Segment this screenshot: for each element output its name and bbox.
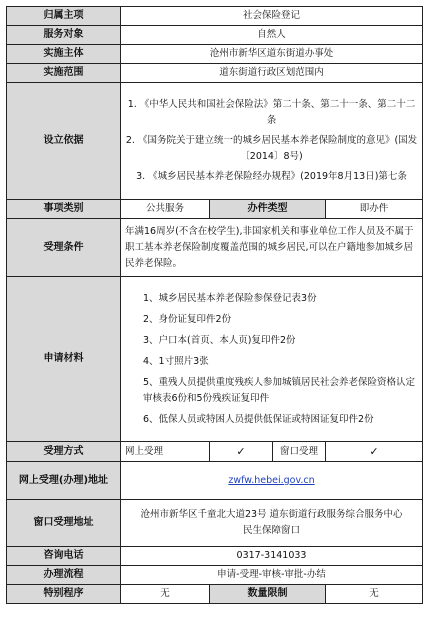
row-conditions (7, 219, 423, 277)
value-target: 自然人 (121, 26, 423, 45)
value-type: 公共服务 (121, 200, 210, 219)
row-scope (7, 64, 423, 83)
value-window-method: 窗口受理 (273, 442, 326, 462)
value-handle-type: 即办件 (326, 200, 423, 219)
row-target (7, 26, 423, 45)
basis-item-2: 2. 《国务院关于建立统一的城乡居民基本养老保险制度的意见》(国发〔2014〕8号) (125, 135, 418, 162)
service-info-table (6, 6, 423, 604)
basis-item-1: 1. 《中华人民共和国社会保险法》第二十条、第二十一条、第二十二条 (127, 99, 416, 126)
online-address-link[interactable]: zwfw.hebei.gov.cn (228, 474, 315, 486)
value-conditions: 年满16周岁(不含在校学生),非国家机关和事业单位工作人员及不属于职工基本养老保险制度覆盖范围的城乡居民,可以在户籍地参加城乡居民养老保险。 (121, 219, 423, 277)
row-online-address (7, 462, 423, 500)
label-window-address: 窗口受理地址 (7, 500, 121, 547)
window-check-icon: ✓ (326, 442, 423, 462)
row-flow (7, 566, 423, 585)
material-item-5: 5、重残人员提供重度残疾人参加城镇居民社会养老保险资格认定审核表6份和5份残疾证复印件 (143, 376, 416, 404)
label-method: 受理方式 (7, 442, 121, 462)
row-category (7, 7, 423, 26)
value-materials (121, 277, 423, 442)
value-quantity-limit: 无 (326, 585, 423, 604)
material-item-2: 2、身份证复印件2份 (143, 313, 232, 325)
value-online-address (121, 462, 423, 500)
value-window-address: 沧州市新华区千童北大道23号 道东街道行政服务综合服务中心民生保障窗口 (121, 500, 423, 547)
row-subject (7, 45, 423, 64)
row-basis (7, 83, 423, 200)
value-flow: 申请-受理-审核-审批-办结 (121, 566, 423, 585)
value-scope: 道东街道行政区划范围内 (121, 64, 423, 83)
label-materials: 申请材料 (7, 277, 121, 442)
label-type: 事项类别 (7, 200, 121, 219)
label-subject: 实施主体 (7, 45, 121, 64)
label-basis: 设立依据 (7, 83, 121, 200)
label-conditions: 受理条件 (7, 219, 121, 277)
label-flow: 办理流程 (7, 566, 121, 585)
row-method (7, 442, 423, 462)
row-window-address (7, 500, 423, 547)
value-special: 无 (121, 585, 210, 604)
label-online-address: 网上受理(办理)地址 (7, 462, 121, 500)
row-special (7, 585, 423, 604)
material-item-1: 1、城乡居民基本养老保险参保登记表3份 (143, 292, 317, 304)
value-online-method: 网上受理 (121, 442, 210, 462)
basis-item-3: 3. 《城乡居民基本养老保险经办规程》(2019年8月13日)第七条 (136, 171, 407, 182)
label-scope: 实施范围 (7, 64, 121, 83)
value-category: 社会保险登记 (121, 7, 423, 26)
label-quantity-limit: 数量限制 (210, 585, 326, 604)
row-phone (7, 547, 423, 566)
label-handle-type: 办件类型 (210, 200, 326, 219)
service-info-sheet (6, 6, 422, 604)
value-basis (121, 83, 423, 200)
online-check-icon: ✓ (210, 442, 273, 462)
value-subject: 沧州市新华区道东街道办事处 (121, 45, 423, 64)
material-item-4: 4、1寸照片3张 (143, 355, 209, 367)
label-category: 归属主项 (7, 7, 121, 26)
label-phone: 咨询电话 (7, 547, 121, 566)
label-target: 服务对象 (7, 26, 121, 45)
material-item-6: 6、低保人员或特困人员提供低保证或特困证复印件2份 (143, 413, 374, 425)
row-materials (7, 277, 423, 442)
label-special: 特别程序 (7, 585, 121, 604)
material-item-3: 3、户口本(首页、本人页)复印件2份 (143, 334, 296, 346)
value-phone: 0317-3141033 (121, 547, 423, 566)
row-type (7, 200, 423, 219)
